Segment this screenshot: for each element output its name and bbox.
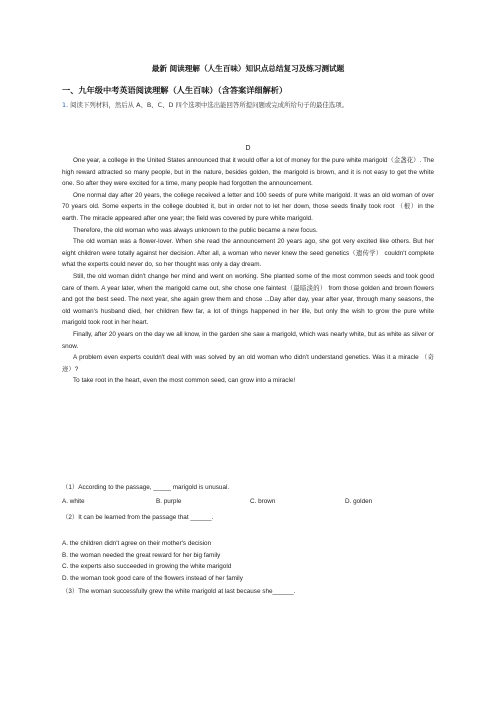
- option-d[interactable]: D. golden: [345, 498, 373, 505]
- question-number: 1.: [62, 101, 69, 109]
- question-1: （1）According to the passage, _____ marigold is unusual.: [62, 484, 230, 491]
- paragraph: Still, the old woman didn't change her mind and went on working. She planted some of the most common seeds and took good care of them. A year later, when the marigold came out, she chose one faintest（最暗淡的） from those golden and brown flowers and got the best seed. The next year, she again grew them and chose ...Day after day, year after year, through many seasons, the old woman's husband died, her children flew far, a lot of things happened in her life, but only the wish to grow the pure white marigold took root in her heart.: [62, 272, 434, 327]
- paragraph: Finally, after 20 years on the day we all know, in the garden she saw a marigold, which was nearly white, but as white as silver or snow.: [62, 330, 434, 350]
- option-b[interactable]: B. purple: [156, 498, 182, 505]
- section-heading: 一、九年级中考英语阅读理解（人生百味）（含答案详细解析）: [62, 85, 288, 95]
- paragraph: The old woman was a flower-lover. When she read the announcement 20 years ago, she got very excited like others. But her eight children were totally against her decision. After all, a woman who never knew the seed genetics（遗传学） couldn't complete what the experts could never do, so her thought was only a day dream.: [62, 238, 434, 269]
- passage-body: [62, 155, 434, 387]
- paragraph: To take root in the heart, even the most common seed, can grow into a miracle!: [73, 377, 296, 385]
- paragraph: Therefore, the old woman who was always unknown to the public became a new focus.: [73, 226, 318, 234]
- question-2: （2）It can be learned from the passage that ______.: [62, 514, 214, 521]
- paragraph: One normal day after 20 years, the college received a letter and 100 seeds of pure white marigold. It was an old woman of over 70 years old. Some experts in the college doubted it, but in order not to let her down, those seeds finally took root （根）in the earth. The miracle appeared after one year; the field was covered by pure white marigold.: [62, 191, 434, 222]
- option-c[interactable]: C. brown: [250, 498, 276, 505]
- question-3: （3）The woman successfully grew the white marigold at last because she______.: [62, 588, 296, 595]
- option-b[interactable]: B. the woman needed the great reward for her big family: [62, 551, 221, 559]
- paragraph: A problem even experts couldn't deal with was solved by an old woman who didn't understand genetics. Was it a miracle （奇迹）?: [62, 354, 434, 373]
- instruction: [62, 99, 434, 112]
- question-2-options: [62, 538, 243, 584]
- passage-label: D: [245, 144, 251, 152]
- option-a[interactable]: A. the children didn't agree on their mother's decision: [62, 540, 212, 547]
- option-a[interactable]: A. white: [62, 498, 85, 505]
- document-title: 最新 阅读理解（人生百味）知识点总结复习及练习测试题: [151, 64, 345, 73]
- option-c[interactable]: C. the experts also succeeded in growing the white marigold: [62, 563, 232, 571]
- paragraph: One year, a college in the United States announced that it would offer a lot of money for the pure white marigold（金盏花）. The high reward attracted so many people, but in the nature, besides golden, the marigold is brown, and it is not easy to get the white one. So after they were excited for a time, many people had forgotten the announcement.: [62, 157, 434, 188]
- instruction-text: 阅读下列材料，然后从 A、B、C、D 四个选项中选出能回答所提问题或完成所给句子的最佳选项。: [70, 101, 348, 109]
- option-d[interactable]: D. the woman took good care of the flowers instead of her family: [62, 574, 243, 582]
